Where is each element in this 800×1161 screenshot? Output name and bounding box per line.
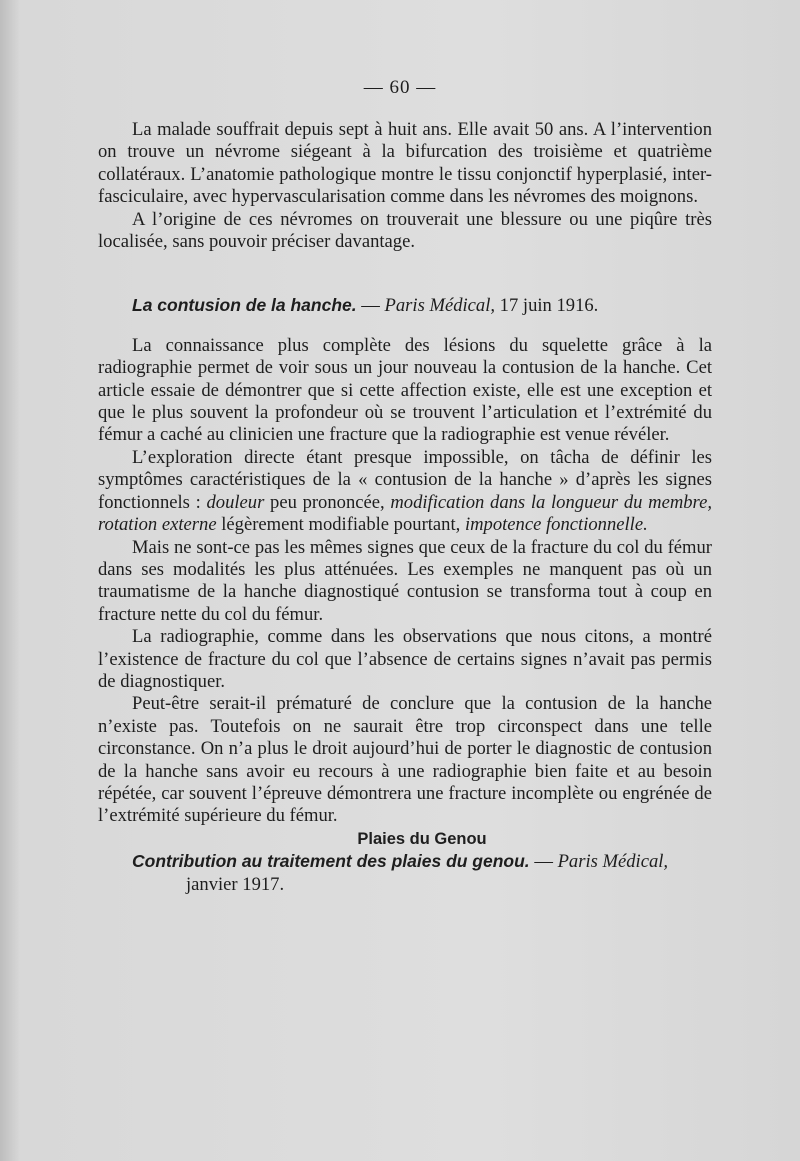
entry-separator: — bbox=[356, 295, 385, 317]
italic-run: modification dans la longueur du membre, rotation externe bbox=[98, 491, 712, 536]
entry-heading-contusion bbox=[98, 294, 712, 317]
paragraph: La connaissance plus complète des lésions du squelette grâce à la radiographie permet de voir sous un jour nouveau la contusion de la hanche. Cet article essaie de démontrer que si cette affection existe, elle est une exception et que le plus souvent la profondeur où se trouvent l’articulation et l’extrémité du fémur a caché au clinicien une fracture que la radiographie est venue révéler. bbox=[98, 334, 712, 446]
entry-date: 17 juin 1916. bbox=[495, 295, 599, 317]
paragraph: Peut-être serait-il prématuré de conclure que la contusion de la hanche n’existe pas. Toutefois on ne saurait être trop circonspect dans une telle circonstance. On n’a plus le droit aujourd’hui de porter le diagnostic de contusion de la hanche sans avoir eu recours à une radiographie bien faite et au besoin répétée, car souvent l’épreuve démontrera une fracture incomplète ou engrénée de l’extrémité supérieure du fémur. bbox=[98, 693, 712, 827]
paragraph: A l’origine de ces névromes on trouverait une blessure ou une piqûre très localisée, sans pouvoir préciser davantage. bbox=[98, 208, 712, 253]
text-run: peu prononcée, bbox=[264, 491, 391, 513]
italic-run: douleur bbox=[206, 491, 265, 513]
paragraph: La malade souffrait depuis sept à huit ans. Elle avait 50 ans. A l’intervention on trouve un névrome siégeant à la bifurcation des troisième et quatrième collatéraux. L’anatomie pathologique montre le tissu conjonctif hyperplasié, inter-fasciculaire, avec hypervascularisation comme dans les névromes des moignons. bbox=[98, 119, 712, 208]
paragraph: La radiographie, comme dans les observations que nous citons, a montré l’existence de fracture du col que l’absence de certains signes n’avait pas permis de diagnostiquer. bbox=[98, 626, 712, 692]
entry-title: La contusion de la hanche. bbox=[132, 295, 357, 316]
paragraph: Mais ne sont-ce pas les mêmes signes que ceux de la fracture du col du fémur dans ses modalités les plus atténuées. Les exemples ne manquent pas où un traumatisme de la hanche diagnostiqué contusion se transforma tout à coup en fracture nette du col du fémur. bbox=[98, 536, 712, 625]
paragraph-symptoms bbox=[98, 447, 712, 537]
entry-title: Contribution au traitement des plaies du genou. bbox=[132, 851, 530, 872]
page-body bbox=[98, 119, 712, 896]
entry-heading-genou bbox=[98, 850, 712, 896]
text-run: L’exploration directe étant presque impossible, on tâcha de définir les symptômes caractéristiques de la « contusion de la hanche » d’après les signes fonctionnels : bbox=[98, 446, 712, 513]
italic-run: impotence fonctionnelle. bbox=[464, 514, 648, 536]
entry-separator: — bbox=[529, 851, 558, 873]
text-run: légèrement modifiable pourtant, bbox=[216, 514, 465, 536]
entry-source: Paris Médical, bbox=[557, 851, 669, 873]
section-title: Plaies du Genou bbox=[357, 829, 487, 848]
page-number: — 60 — bbox=[363, 77, 437, 98]
entry-date: janvier 1917. bbox=[186, 873, 285, 895]
entry-source: Paris Médical, bbox=[384, 295, 496, 317]
